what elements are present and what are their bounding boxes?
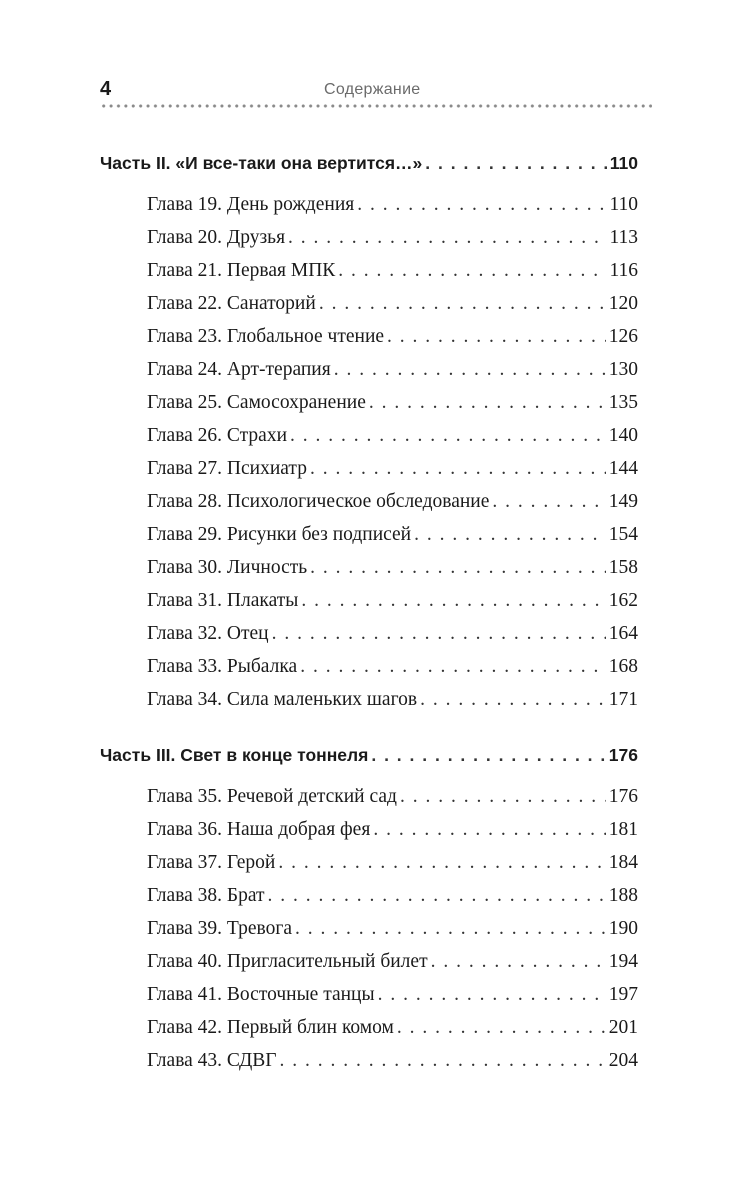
chapter-page-number: 176: [608, 786, 638, 807]
dot-leader: [378, 978, 606, 1011]
dot-leader: [295, 912, 606, 945]
dot-leader: [280, 1044, 606, 1077]
dot-leader: [301, 584, 605, 617]
chapter-page-number: 201: [608, 1017, 638, 1038]
toc-part-3: [100, 738, 638, 1077]
chapter-page-number: 194: [608, 951, 638, 972]
chapter-page-number: 135: [608, 392, 638, 413]
toc-entry[interactable]: [147, 551, 638, 584]
chapter-title: Глава 39. Тревога: [147, 918, 292, 939]
toc-part-2: [100, 146, 638, 716]
toc-entry[interactable]: [147, 485, 638, 518]
toc-entry[interactable]: [147, 650, 638, 683]
dot-leader: [371, 738, 605, 773]
dot-leader: [357, 188, 606, 221]
chapter-title: Глава 43. СДВГ: [147, 1050, 277, 1071]
dot-leader: [431, 945, 606, 978]
chapter-page-number: 130: [608, 359, 638, 380]
dot-leader: [268, 879, 606, 912]
toc-entry[interactable]: [147, 879, 638, 912]
chapter-page-number: 168: [608, 656, 638, 677]
chapter-page-number: 113: [609, 227, 638, 248]
chapter-page-number: 116: [609, 260, 638, 281]
chapter-title: Глава 32. Отец: [147, 623, 269, 644]
part-page-number: 176: [608, 745, 638, 765]
toc-entry[interactable]: [147, 813, 638, 846]
dot-leader: [420, 683, 606, 716]
chapter-page-number: 184: [608, 852, 638, 873]
chapter-title: Глава 35. Речевой детский сад: [147, 786, 397, 807]
dot-leader: [310, 452, 606, 485]
toc-entry[interactable]: [147, 584, 638, 617]
chapter-page-number: 197: [608, 984, 638, 1005]
part-heading[interactable]: [100, 738, 638, 773]
toc-entry[interactable]: [147, 419, 638, 452]
chapter-page-number: 162: [608, 590, 638, 611]
chapter-title: Глава 28. Психологическое обследование: [147, 491, 490, 512]
chapter-title: Глава 29. Рисунки без подписей: [147, 524, 412, 545]
toc-entry[interactable]: [147, 945, 638, 978]
page-header: [100, 78, 652, 104]
toc-entry[interactable]: [147, 254, 638, 287]
chapter-title: Глава 26. Страхи: [147, 425, 288, 446]
chapter-title: Глава 27. Психиатр: [147, 458, 307, 479]
toc-entry[interactable]: [147, 683, 638, 716]
chapter-title: Глава 34. Сила маленьких шагов: [147, 689, 418, 710]
part-title: Часть II. «И все-таки она вертится…»: [100, 153, 423, 173]
toc-entry[interactable]: [147, 912, 638, 945]
chapter-title: Глава 30. Личность: [147, 557, 308, 578]
chapter-page-number: 204: [608, 1050, 638, 1071]
dot-leader: [278, 846, 605, 879]
toc-entry[interactable]: [147, 1011, 638, 1044]
toc-entry[interactable]: [147, 188, 638, 221]
dot-leader: [414, 518, 606, 551]
chapter-page-number: 164: [608, 623, 638, 644]
chapter-title: Глава 41. Восточные танцы: [147, 984, 375, 1005]
chapter-title: Глава 20. Друзья: [147, 227, 286, 248]
toc-entry[interactable]: [147, 1044, 638, 1077]
chapter-title: Глава 42. Первый блин комом: [147, 1017, 394, 1038]
toc-entry[interactable]: [147, 221, 638, 254]
chapter-page-number: 126: [608, 326, 638, 347]
dot-leader: [397, 1011, 606, 1044]
chapter-page-number: 188: [608, 885, 638, 906]
chapter-page-number: 110: [609, 194, 638, 215]
chapter-title: Глава 31. Плакаты: [147, 590, 299, 611]
dot-leader: [373, 813, 605, 846]
toc-entry[interactable]: [147, 846, 638, 879]
chapter-page-number: 190: [608, 918, 638, 939]
dot-leader: [290, 419, 606, 452]
chapter-title: Глава 23. Глобальное чтение: [147, 326, 385, 347]
toc-entry[interactable]: [147, 386, 638, 419]
dot-leader: [369, 386, 606, 419]
dot-leader: [338, 254, 606, 287]
dot-leader: [400, 780, 606, 813]
dot-leader: [288, 221, 606, 254]
chapter-page-number: 158: [608, 557, 638, 578]
header-dotted-rule: [100, 104, 652, 108]
toc-entry[interactable]: [147, 452, 638, 485]
toc-entry[interactable]: [147, 780, 638, 813]
chapter-page-number: 120: [608, 293, 638, 314]
dot-leader: [319, 287, 606, 320]
chapter-page-number: 181: [608, 819, 638, 840]
running-title: Содержание: [324, 81, 421, 98]
dot-leader: [334, 353, 606, 386]
toc-entry[interactable]: [147, 287, 638, 320]
page-number: 4: [100, 78, 112, 100]
chapter-page-number: 171: [608, 689, 638, 710]
toc-entry[interactable]: [147, 320, 638, 353]
chapter-page-number: 144: [608, 458, 638, 479]
chapter-title: Глава 21. Первая МПК: [147, 260, 336, 281]
dot-leader: [492, 485, 605, 518]
chapter-page-number: 154: [608, 524, 638, 545]
chapter-title: Глава 37. Герой: [147, 852, 276, 873]
chapter-page-number: 149: [608, 491, 638, 512]
part-title: Часть III. Свет в конце тоннеля: [100, 745, 369, 765]
dot-leader: [310, 551, 606, 584]
chapter-title: Глава 24. Арт-терапия: [147, 359, 331, 380]
chapter-title: Глава 38. Брат: [147, 885, 265, 906]
chapter-title: Глава 22. Санаторий: [147, 293, 316, 314]
part-heading[interactable]: [100, 146, 638, 181]
dot-leader: [300, 650, 606, 683]
dot-leader: [387, 320, 606, 353]
dot-leader: [425, 146, 606, 181]
dot-leader: [272, 617, 606, 650]
chapter-title: Глава 19. День рождения: [147, 194, 355, 215]
chapter-title: Глава 25. Самосохранение: [147, 392, 366, 413]
chapter-title: Глава 33. Рыбалка: [147, 656, 298, 677]
toc-entry[interactable]: [147, 978, 638, 1011]
chapter-title: Глава 36. Наша добрая фея: [147, 819, 371, 840]
toc-entry[interactable]: [147, 518, 638, 551]
part-page-number: 110: [609, 153, 638, 173]
toc-entry[interactable]: [147, 353, 638, 386]
toc-entry[interactable]: [147, 617, 638, 650]
chapter-title: Глава 40. Пригласительный билет: [147, 951, 428, 972]
chapter-page-number: 140: [608, 425, 638, 446]
